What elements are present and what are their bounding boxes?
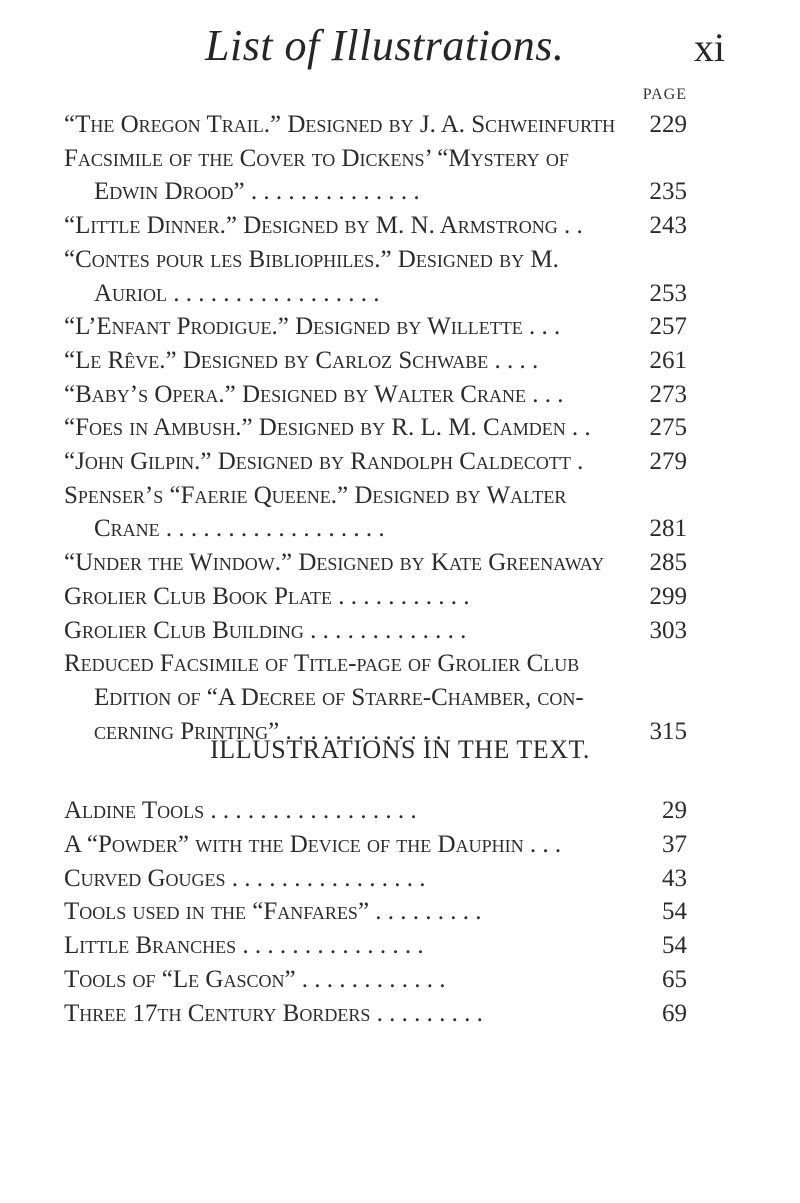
toc-entry — [0, 107, 800, 143]
entry-page-number: 235 — [649, 178, 687, 206]
toc-entry — [0, 276, 800, 312]
toc-entry — [0, 208, 800, 244]
toc-entry — [0, 444, 800, 480]
running-header — [205, 20, 725, 80]
entry-title: Curved Gouges . . . . . . . . . . . . . . . . — [64, 864, 426, 892]
entry-page-number: 54 — [662, 898, 687, 926]
entry-page-number: 43 — [662, 864, 687, 892]
section-title: ILLUSTRATIONS IN THE TEXT. — [210, 735, 590, 764]
entry-title: Three 17th Century Borders . . . . . . . . . — [64, 999, 483, 1027]
entry-title: Crane . . . . . . . . . . . . . . . . . . — [94, 515, 385, 543]
entry-title: “Baby’s Opera.” Designed by Walter Crane . . . — [64, 380, 564, 408]
entry-title: “Under the Window.” Designed by Kate Greenaway — [64, 549, 605, 577]
entry-title: “Le Rêve.” Designed by Carloz Schwabe . . . . — [64, 346, 539, 374]
toc-entry — [0, 646, 800, 682]
entry-page-number: 229 — [649, 111, 687, 138]
running-title: List of Illustrations. — [205, 21, 565, 70]
entry-page-number: 253 — [649, 279, 687, 307]
toc-entry — [0, 511, 800, 547]
entry-title: Little Branches . . . . . . . . . . . . . . . — [64, 932, 424, 960]
entry-page-number: 69 — [662, 999, 687, 1027]
entry-title: “Contes pour les Bibliophiles.” Designed by M. — [64, 245, 559, 273]
page-folio: xi — [693, 25, 725, 70]
toc-entry — [0, 309, 800, 345]
entry-page-number: 54 — [662, 932, 687, 960]
entry-page-number: 257 — [649, 313, 687, 341]
entry-title: “Little Dinner.” Designed by M. N. Armstrong . . — [64, 212, 583, 240]
entry-title: Tools used in the “Fanfares” . . . . . . . . . — [64, 898, 482, 926]
toc-entry — [0, 827, 800, 863]
toc-entry — [0, 343, 800, 379]
entry-title: “Foes in Ambush.” Designed by R. L. M. Camden . . — [64, 414, 591, 442]
entry-title: Facsimile of the Cover to Dickens’ “Mystery of — [64, 144, 569, 172]
entry-page-number: 285 — [649, 549, 687, 577]
entry-title: Aldine Tools . . . . . . . . . . . . . . . . . — [64, 797, 417, 824]
toc-entry — [0, 793, 800, 829]
toc-entry — [0, 410, 800, 446]
entry-page-number: 303 — [649, 616, 687, 644]
page-column-label: PAGE — [642, 86, 687, 103]
entry-title: “The Oregon Trail.” Designed by J. A. Schweinfurth — [64, 111, 616, 138]
entry-page-number: 315 — [649, 717, 687, 745]
toc-entry — [0, 545, 800, 581]
entry-page-number: 29 — [662, 797, 687, 824]
entry-page-number: 37 — [662, 830, 687, 858]
toc-entry — [0, 680, 800, 716]
entry-page-number: 275 — [649, 414, 687, 442]
entry-title: “John Gilpin.” Designed by Randolph Caldecott . — [64, 448, 584, 475]
toc-entry — [0, 861, 800, 897]
entry-page-number: 279 — [649, 448, 687, 475]
toc-entry — [0, 141, 800, 177]
toc-entry — [0, 579, 800, 615]
entry-title: Spenser’s “Faerie Queene.” Designed by Walter — [64, 481, 567, 509]
entry-title: “L’Enfant Prodigue.” Designed by Willette . . . — [64, 313, 561, 341]
entry-title: Grolier Club Book Plate . . . . . . . . . . . — [64, 582, 470, 610]
toc-entry — [0, 478, 800, 514]
entry-title: Auriol . . . . . . . . . . . . . . . . . — [94, 279, 380, 307]
toc-entry — [0, 242, 800, 278]
toc-entry — [0, 962, 800, 998]
toc-entry — [0, 174, 800, 210]
entry-page-number: 299 — [649, 582, 687, 610]
entry-page-number: 273 — [649, 380, 687, 408]
entry-title: Tools of “Le Gascon” . . . . . . . . . . . . — [64, 966, 446, 993]
entry-page-number: 65 — [662, 966, 687, 993]
entry-page-number: 261 — [649, 346, 687, 374]
toc-entry — [0, 894, 800, 930]
entry-page-number: 281 — [649, 515, 687, 543]
entry-title: A “Powder” with the Device of the Dauphin . . . — [64, 830, 562, 858]
entry-page-number: 243 — [649, 212, 687, 240]
entry-title: Edition of “A Decree of Starre-Chamber, con- — [94, 683, 584, 711]
toc-entry — [0, 377, 800, 413]
entry-title: Reduced Facsimile of Title-page of Grolier Club — [64, 650, 580, 678]
entry-title: cerning Printing” . . . . . . . . . . . . . — [94, 717, 442, 745]
entry-title: Edwin Drood” . . . . . . . . . . . . . . — [94, 178, 420, 206]
entry-title: Grolier Club Building . . . . . . . . . . . . . — [64, 616, 467, 644]
toc-entry — [0, 996, 800, 1032]
toc-entry — [0, 928, 800, 964]
toc-entry — [0, 613, 800, 649]
